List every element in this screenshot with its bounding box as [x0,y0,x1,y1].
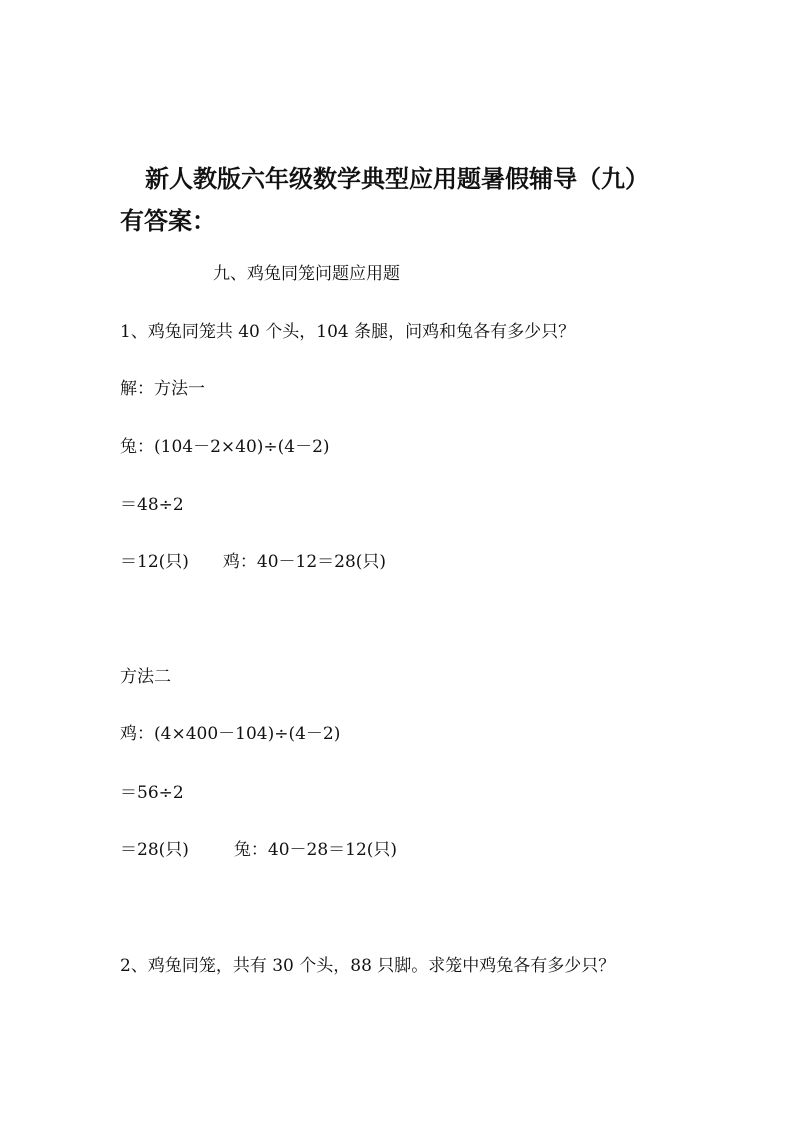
method-2-step-1: 鸡：(4×400－104)÷(4－2) [120,724,341,744]
method-1-step-3 [120,550,386,574]
method-1-step-2: ＝48÷2 [120,495,184,515]
method-2-step-3 [120,838,397,862]
method-1-step-1: 兔：(104－2×40)÷(4－2) [120,437,330,457]
method-1-result-chicken: 鸡：40－12＝28(只) [222,552,387,572]
method-2-result-chicken: ＝28(只) [120,840,189,860]
solution-method-1-label: 解：方法一 [120,379,205,399]
document-title-line-2: 有答案： [120,207,216,235]
document-title-line-1: 新人教版六年级数学典型应用题暑假辅导（九） [145,165,649,193]
question-2: 2、鸡兔同笼，共有 30 个头，88 只脚。求笼中鸡兔各有多少只？ [120,956,616,976]
section-heading: 九、鸡兔同笼问题应用题 [213,264,400,284]
solution-method-2-label: 方法二 [120,667,171,687]
method-1-result-rabbit: ＝12(只) [120,552,189,572]
method-2-step-2: ＝56÷2 [120,783,184,803]
method-2-result-rabbit: 兔：40－28＝12(只) [233,840,398,860]
question-1: 1、鸡兔同笼共 40 个头，104 条腿，问鸡和兔各有多少只？ [120,322,576,342]
